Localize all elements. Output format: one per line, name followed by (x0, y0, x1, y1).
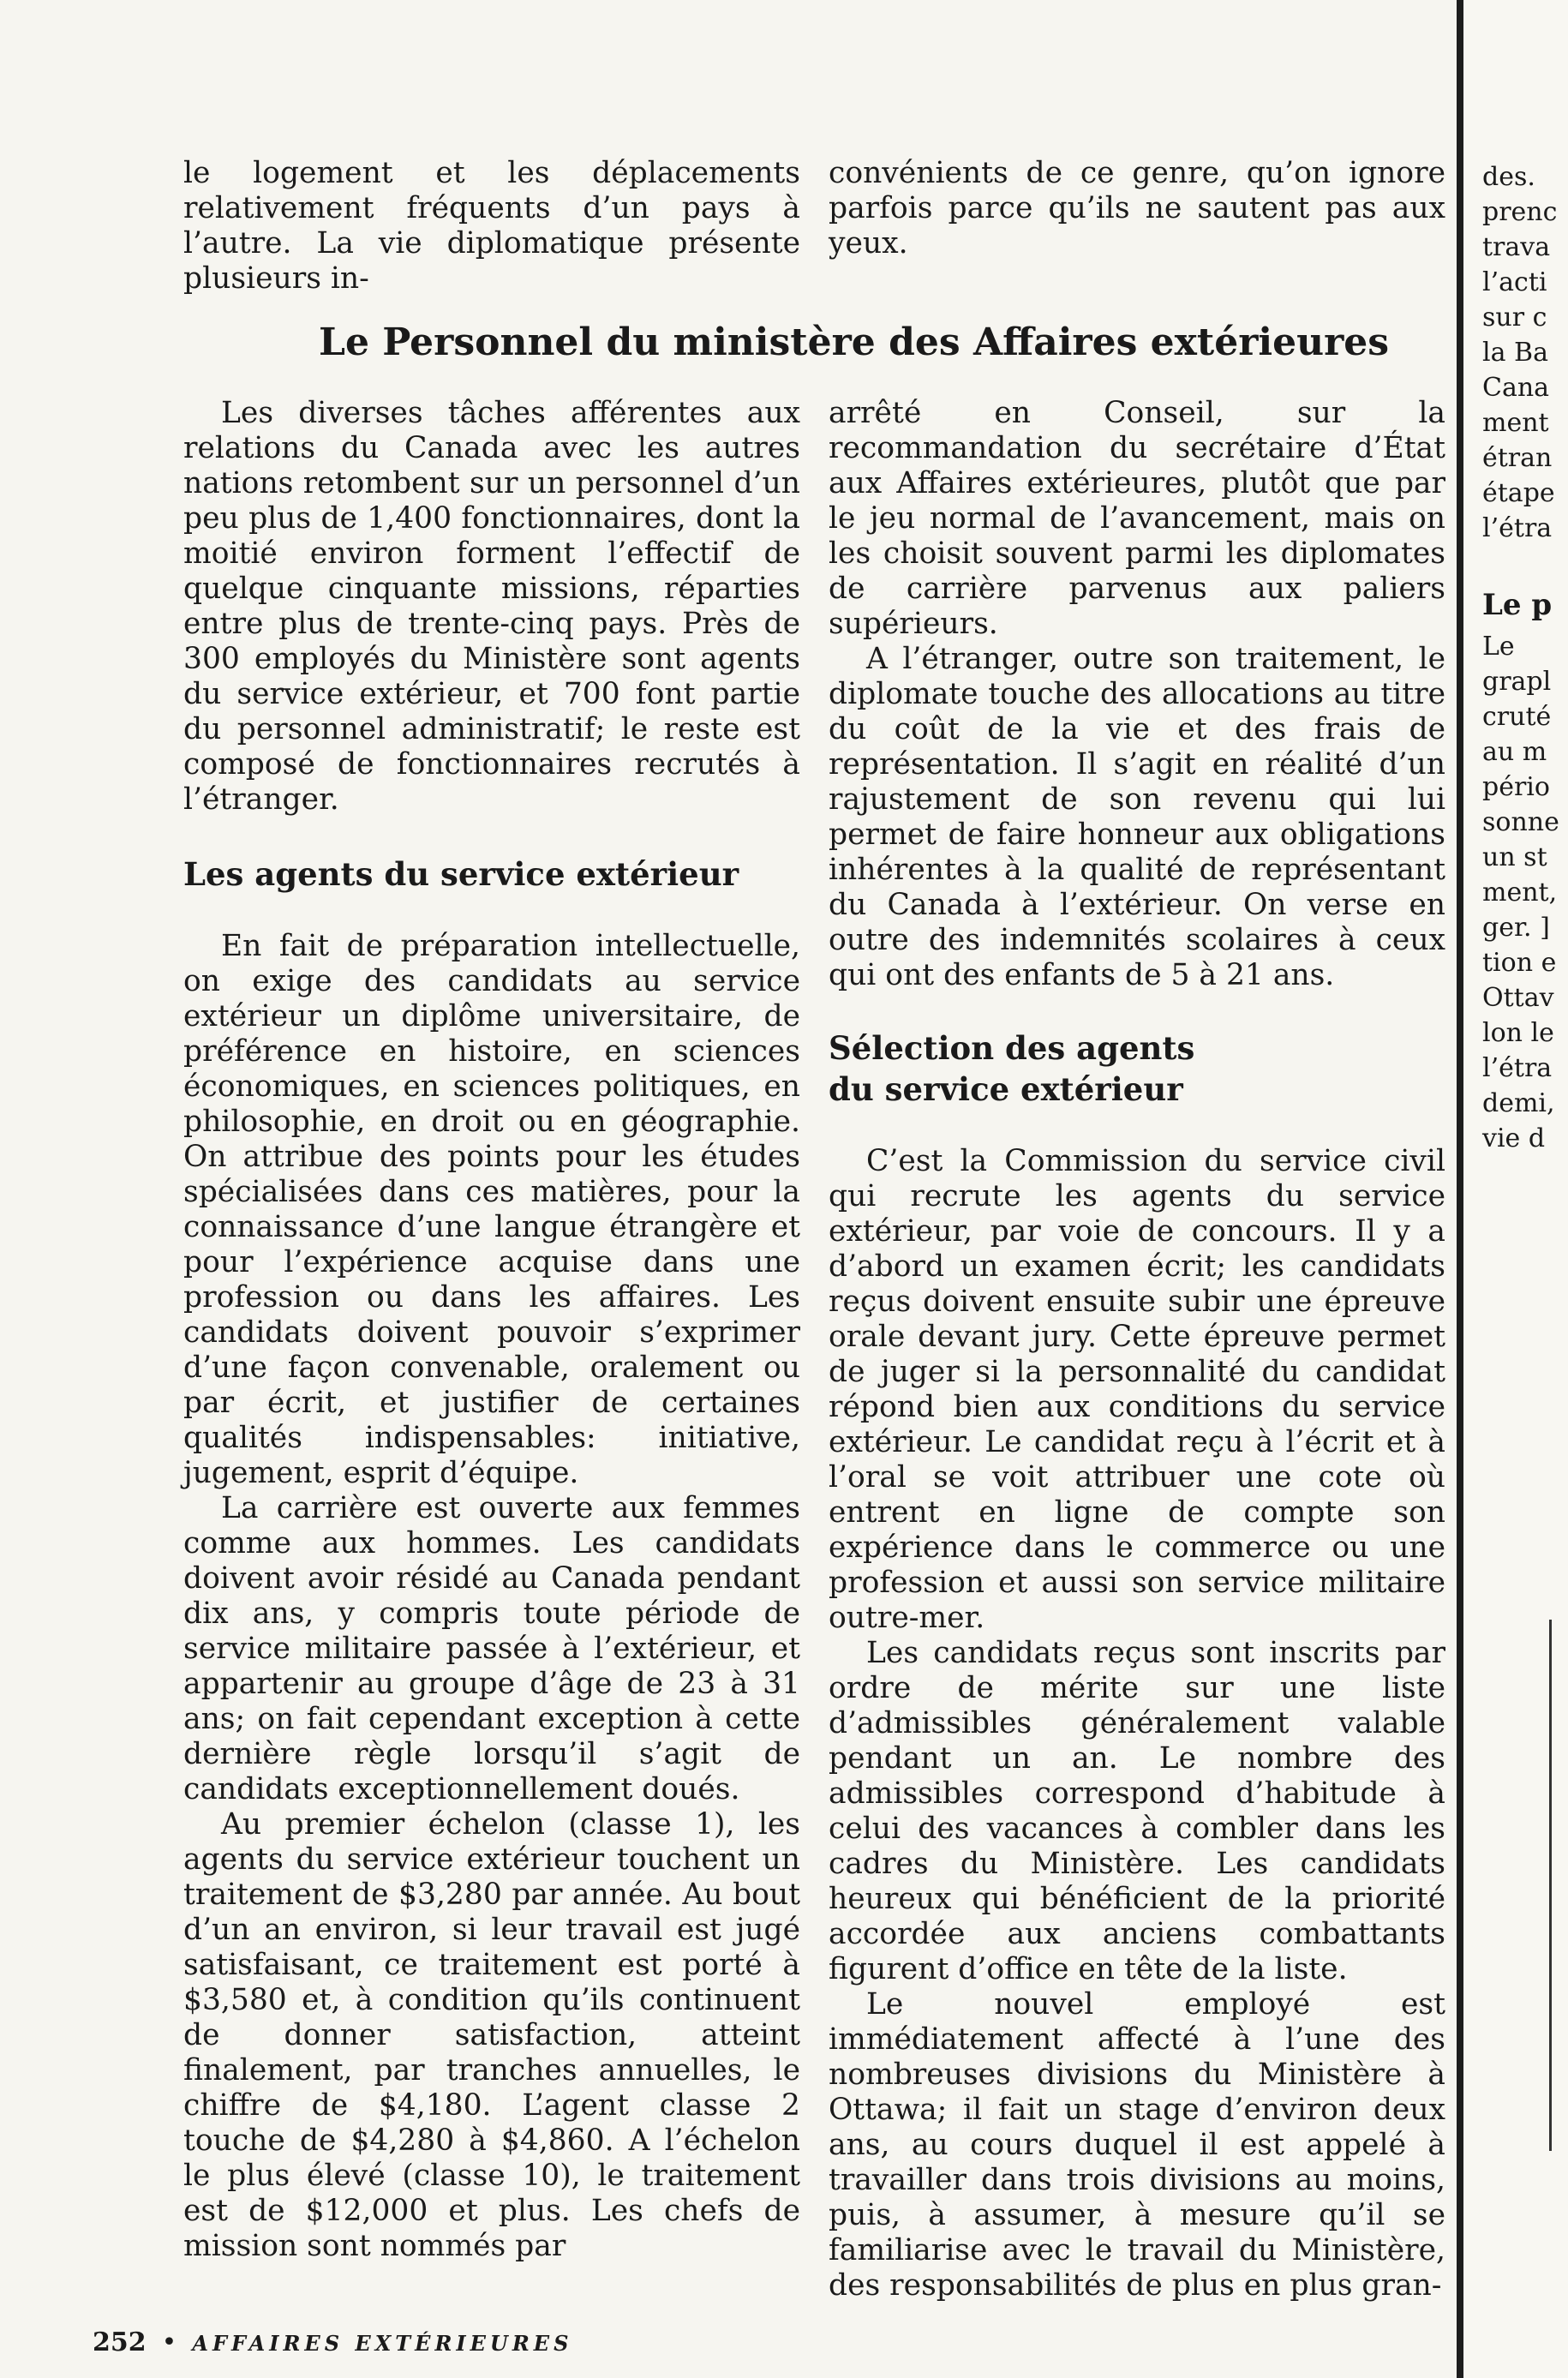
top-left-continuation (183, 156, 800, 297)
subheading-selection-line2: du service extérieur (829, 1070, 1183, 1108)
strip-line: sur c (1482, 302, 1547, 332)
paragraph-merit-list: Les candidats reçus sont inscrits par ordre de mérite sur une liste d’admissibles généralement valable pendant un an. Le nombre des admissibles correspond d’habitude à celui des vacances à combler dans les cadres du Ministère. Les candidats heureux qui bénéficient de la priorité accordée aux anciens combattants figurent d’office en tête de la liste. (829, 1636, 1445, 1986)
adjacent-page-rule (1549, 1620, 1552, 2151)
strip-line: étran (1482, 443, 1553, 473)
strip-line: des. (1482, 162, 1535, 192)
paragraph-appointments: arrêté en Conseil, sur la recommandation du secrétaire d’État aux Affaires extérieures, plutôt que par le jeu normal de l’avancement, mais on les choisit souvent parmi les diplomates de carrière parvenus aux paliers supérieurs. (829, 396, 1445, 641)
section-headline: Le Personnel du ministère des Affaires extérieures (319, 320, 1390, 364)
strip-line: ment, (1482, 878, 1558, 907)
paragraph-new-employee: Le nouvel employé est immédiatement affecté à l’une des nombreuses divisions du Ministère à Ottawa; il fait un stage d’environ deux ans, au cours duquel il est appelé à travailler dans trois divisions au moins, puis, à assumer, à mesure qu’il se familiarise avec le travail du Ministère, des responsabilités de plus en plus gran- (829, 1987, 1445, 2303)
strip-line: étape (1482, 478, 1555, 508)
strip-line: demi, (1482, 1088, 1555, 1118)
page-footer (93, 2326, 572, 2361)
strip-line: sonne (1482, 807, 1559, 837)
adjacent-page-text (1482, 159, 1568, 1156)
strip-heading: Le p (1482, 588, 1553, 622)
left-column (183, 396, 800, 2264)
paragraph-salaries: Au premier échelon (classe 1), les agents du service extérieur touchent un traitement de $3,280 par année. Au bout d’un an environ, si leur travail est jugé satisfaisant, ce traitement est porté à $3,580 et, à condition qu’ils continuent de donner satisfaction, atteint finalement, par tranches annuelles, le chiffre de $4,180. L’agent classe 2 touche de $4,280 à $4,860. A l’échelon le plus élevé (classe 10), le traitement est de $12,000 et plus. Les chefs de mission sont nommés par (183, 1807, 800, 2263)
footer-bullet: • (161, 2327, 177, 2357)
right-column (829, 396, 1445, 2303)
strip-line: l’étra (1482, 513, 1553, 543)
strip-line: cruté (1482, 702, 1552, 732)
strip-line: trava (1482, 232, 1551, 262)
paragraph-personnel-overview: Les diverses tâches afférentes aux relations du Canada avec les autres nations retombent sur un personnel d’un peu plus de 1,400 fonctionnaires, dont la moitié environ forment l’effectif de quelque cinquante missions, réparties entre plus de trente-cinq pays. Près de 300 employés du Ministère sont agents du service extérieur, et 700 font partie du personnel administratif; le reste est composé de fonctionnaires recrutés à l’étranger. (183, 396, 800, 817)
strip-line: pério (1482, 772, 1550, 802)
strip-line: au m (1482, 737, 1547, 767)
paragraph-allowances: A l’étranger, outre son traitement, le diplomate touche des allocations au titre du coût de la vie et des frais de représentation. Il s’agit en réalité d’un rajustement de son revenu qui lui permet de faire honneur aux obligations inhérentes à la qualité de représentant du Canada à l’extérieur. On verse en outre des indemnités scolaires à ceux qui ont des enfants de 5 à 21 ans. (829, 642, 1445, 992)
strip-line: un st (1482, 842, 1547, 872)
binding-gutter-line (1457, 0, 1463, 2378)
strip-line: vie d (1482, 1123, 1546, 1153)
strip-line: Ottav (1482, 983, 1554, 1013)
top-right-continuation (829, 156, 1445, 261)
subheading-agents: Les agents du service extérieur (183, 855, 739, 893)
subheading-selection-line1: Sélection des agents (829, 1029, 1195, 1067)
continued-paragraph-right: convénients de ce genre, qu’on ignore parfois parce qu’ils ne sautent pas aux yeux. (829, 156, 1445, 261)
strip-line: Cana (1482, 373, 1550, 403)
strip-line: ger. ] (1482, 913, 1550, 943)
strip-line: la Ba (1482, 338, 1548, 368)
journal-title: AFFAIRES EXTÉRIEURES (192, 2331, 573, 2356)
strip-line: l’étra (1482, 1053, 1553, 1083)
strip-line: tion e (1482, 948, 1557, 978)
strip-line: grapl (1482, 667, 1552, 697)
strip-line: l’acti (1482, 267, 1547, 297)
strip-line: prenc (1482, 197, 1558, 227)
paragraph-career-eligibility: La carrière est ouverte aux femmes comme aux hommes. Les candidats doivent avoir résidé au Canada pendant dix ans, y compris toute période de service militaire passée à l’extérieur, et appartenir au groupe d’âge de 23 à 31 ans; on fait cependant exception à cette dernière règle lorsqu’il s’agit de candidats exceptionnellement doués. (183, 1491, 800, 1806)
paragraph-qualifications: En fait de préparation intellectuelle, on exige des candidats au service extérieur un diplôme universitaire, de préférence en histoire, en sciences économiques, en sciences politiques, en philosophie, en droit ou en géographie. On attribue des points pour les études spécialisées dans ces matières, pour la connaissance d’une langue étrangère et pour l’expérience acquise dans une profession ou dans les affaires. Les candidats doivent pouvoir s’exprimer d’une façon convenable, oralement ou par écrit, et justifier de certaines qualités indispensables: initiative, jugement, esprit d’équipe. (183, 929, 800, 1490)
adjacent-page-strip (1463, 0, 1568, 2378)
strip-line: Le (1482, 632, 1515, 662)
strip-line: ment (1482, 408, 1549, 438)
continued-paragraph-left: le logement et les déplacements relativement fréquents d’un pays à l’autre. La vie diplomatique présente plusieurs in- (183, 156, 800, 296)
paragraph-recruitment: C’est la Commission du service civil qui recrute les agents du service extérieur, par voie de concours. Il y a d’abord un examen écrit; les candidats reçus doivent ensuite subir une épreuve orale devant jury. Cette épreuve permet de juger si la personnalité du candidat répond bien aux conditions du service extérieur. Le candidat reçu à l’écrit et à l’oral se voit attribuer une cote où entrent en ligne de compte son expérience dans le commerce ou une profession et aussi son service militaire outre-mer. (829, 1144, 1445, 1635)
strip-line: lon le (1482, 1018, 1554, 1048)
page-number: 252 (93, 2327, 147, 2357)
